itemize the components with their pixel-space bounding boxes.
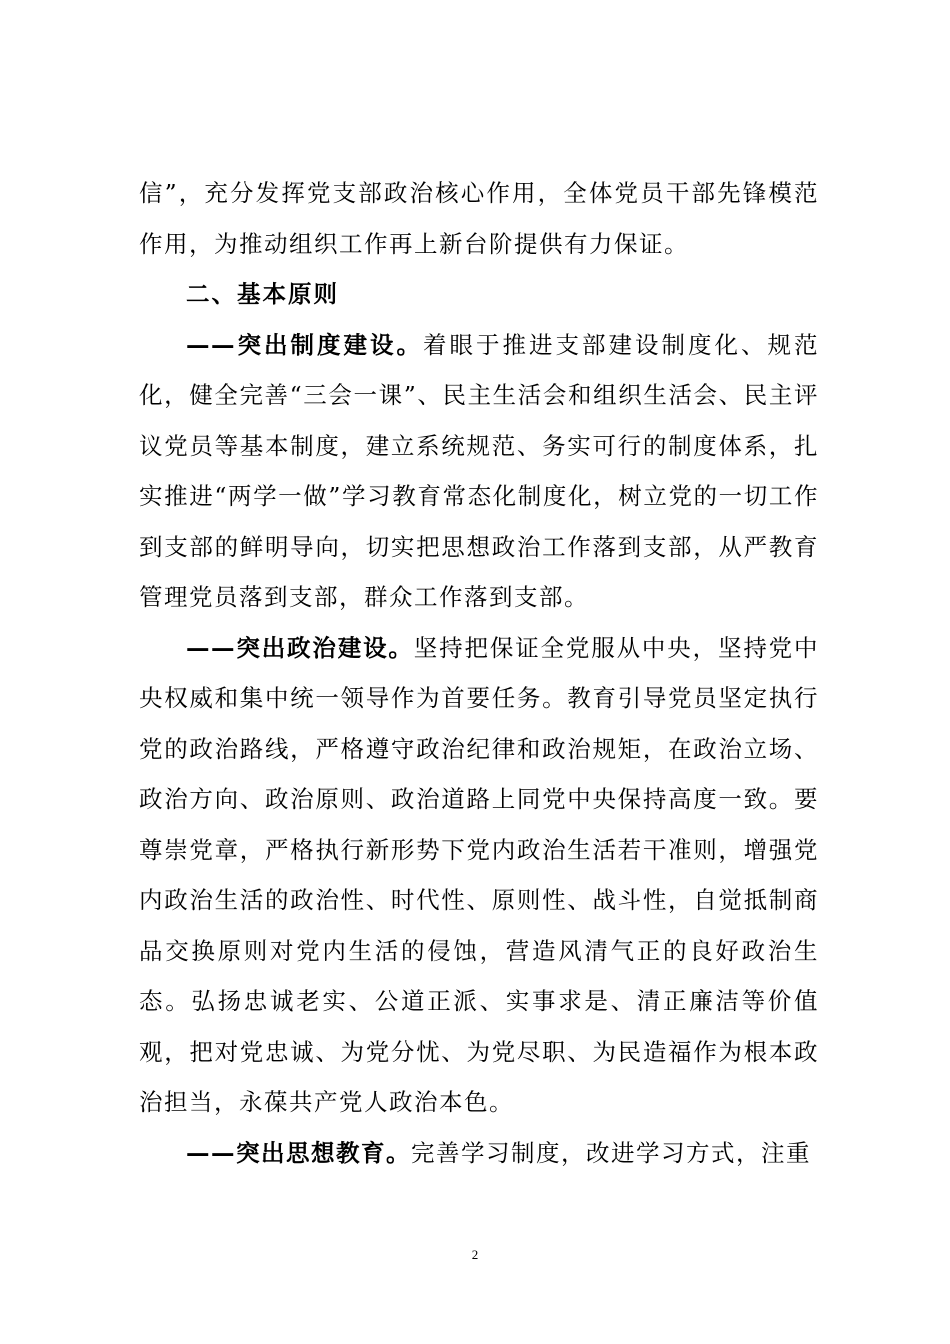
principle-lead-political: ——突出政治建设。 xyxy=(186,633,414,662)
principle-lead-ideological: ——突出思想教育。 xyxy=(186,1138,411,1167)
principle-text-institution: 着眼于推进支部建设制度化、规范化，健全完善“三会一课”、民主生活会和组织生活会、民主评议党员等基本制度，建立系统规范、务实可行的制度体系，扎实推进“两学一做”学习教育常态化制度化，树立党的一切工作到支部的鲜明导向，切实把思想政治工作落到支部，从严教育管理党员落到支部，群众工作落到支部。 xyxy=(139,330,819,611)
continuation-paragraph: 信”，充分发挥党支部政治核心作用，全体党员干部先锋模范作用，为推动组织工作再上新台阶提供有力保证。 xyxy=(139,179,819,258)
principle-text-political: 坚持把保证全党服从中央，坚持党中央权威和集中统一领导作为首要任务。教育引导党员坚定执行党的政治路线，严格遵守政治纪律和政治规矩，在政治立场、政治方向、政治原则、政治道路上同党中央保持高度一致。要尊崇党章，严格执行新形势下党内政治生活若干准则，增强党内政治生活的政治性、时代性、原则性、战斗性，自觉抵制商品交换原则对党内生活的侵蚀，营造风清气正的良好政治生态。弘扬忠诚老实、公道正派、实事求是、清正廉洁等价值观，把对党忠诚、为党分忧、为党尽职、为民造福作为根本政治担当，永葆共产党人政治本色。 xyxy=(139,633,820,1116)
section-heading: 二、基本原则 xyxy=(186,280,339,308)
principle-paragraph-institution xyxy=(139,320,819,623)
principle-paragraph-ideological xyxy=(139,1128,819,1179)
principle-text-ideological: 完善学习制度，改进学习方式，注重 xyxy=(411,1138,811,1167)
page-number: 2 xyxy=(471,1247,479,1262)
principle-lead-institution: ——突出制度建设。 xyxy=(186,330,423,359)
principle-paragraph-political xyxy=(139,623,819,1128)
document-body xyxy=(139,168,819,1178)
